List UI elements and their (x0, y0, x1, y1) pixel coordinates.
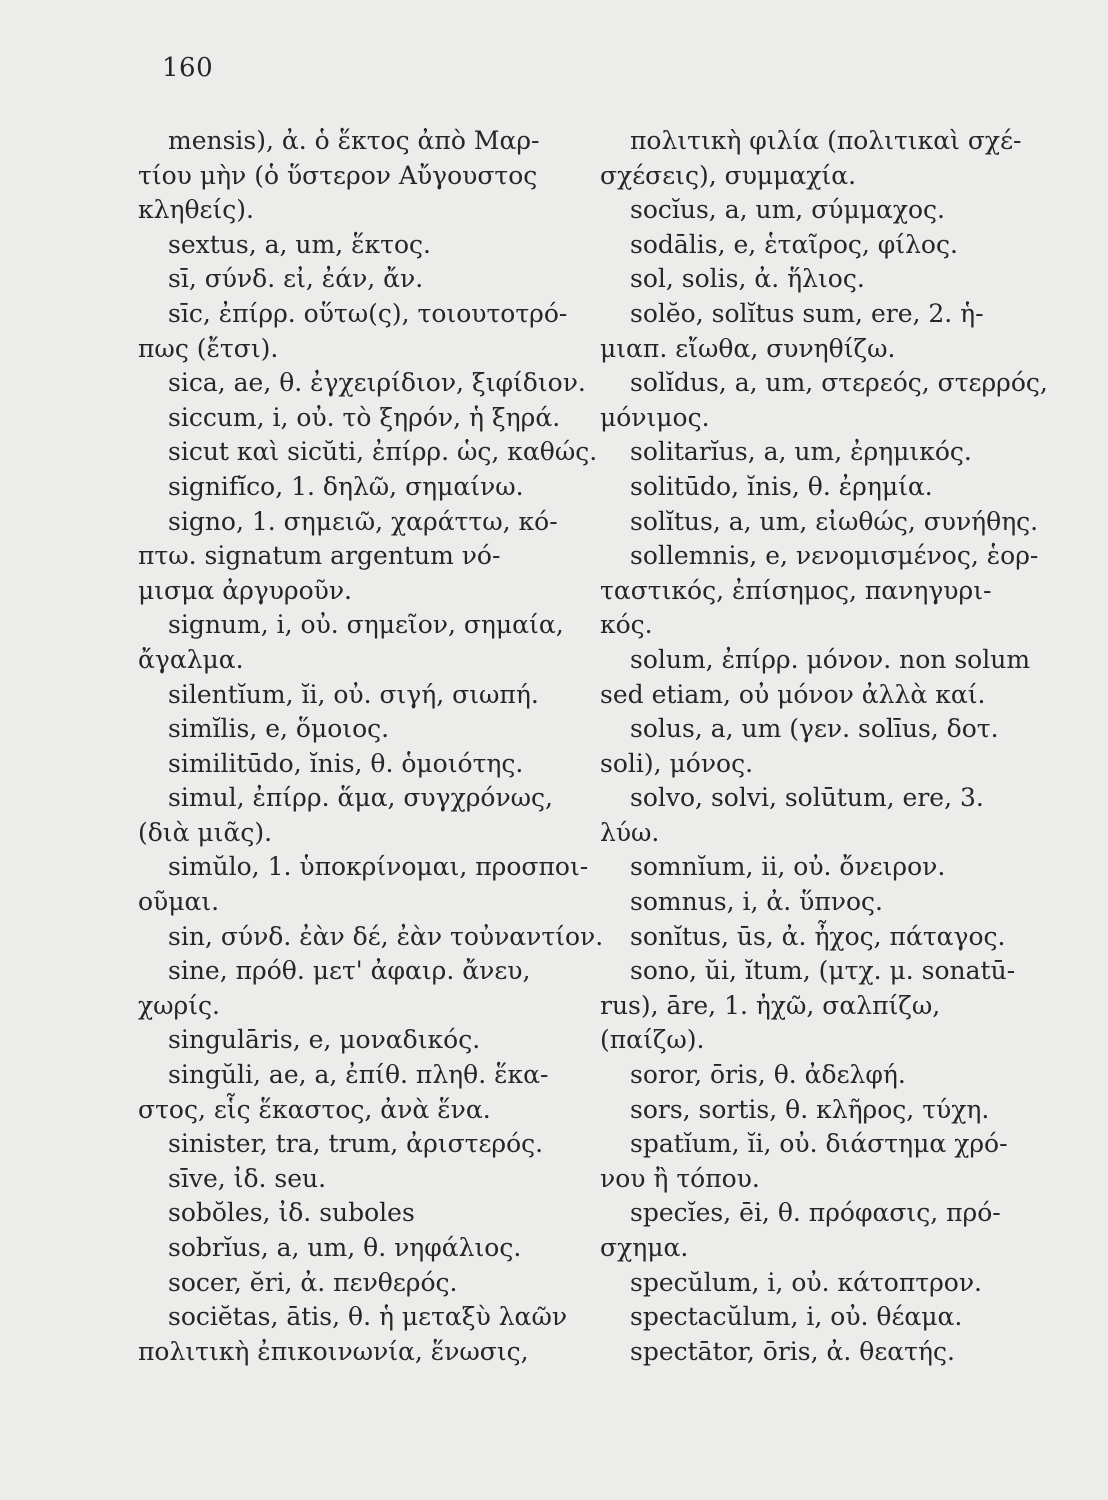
entry-line: silentĭum, ĭi, οὐ. σιγή, σιωπή. (168, 679, 539, 709)
entry-line: sors, sortis, θ. κλῆρος, τύχη. (630, 1094, 990, 1124)
dictionary-entry (138, 1058, 588, 1127)
entry-line: sinister, tra, trum, ἀριστερός. (168, 1129, 544, 1159)
entry-line: sextus, a, um, ἕκτος. (168, 229, 431, 259)
entry-line: similitūdo, ĭnis, θ. ὁμοιότης. (168, 748, 524, 778)
dictionary-entry (600, 920, 1040, 955)
dictionary-entry (138, 1196, 588, 1231)
entry-line: specĭes, ēi, θ. πρόφασις, πρό- (630, 1198, 1001, 1228)
entry-line: χωρίς. (138, 990, 220, 1020)
entry-line: simĭlis, e, ὅμοιος. (168, 714, 390, 744)
entry-line: simul, ἐπίρρ. ἅμα, συγχρόνως, (168, 783, 553, 813)
entry-line: solitarĭus, a, um, ἐρημικός. (630, 437, 972, 467)
dictionary-entry (138, 366, 588, 401)
entry-line: sicut καὶ sicŭti, ἐπίρρ. ὡς, καθώς. (168, 437, 598, 467)
entry-line: somnus, i, ἀ. ὕπνος. (630, 887, 884, 917)
entry-line: simŭlo, 1. ὑποκρίνομαι, προσποι- (168, 852, 589, 882)
entry-line: πολιτικὴ φιλία (πολιτικαὶ σχέ- (630, 126, 1022, 155)
entry-line: σχημα. (600, 1233, 689, 1262)
dictionary-entry (138, 262, 588, 297)
dictionary-entry (138, 1266, 588, 1301)
entry-line: ἄγαλμα. (138, 644, 244, 674)
entry-line: soli), μόνος. (600, 748, 754, 778)
dictionary-entry (600, 539, 1040, 643)
dictionary-entry (600, 297, 1040, 366)
dictionary-entry (600, 228, 1040, 263)
entry-line: ταστικός, ἐπίσημος, πανηγυρι- (600, 575, 992, 605)
dictionary-entry (600, 643, 1040, 712)
entry-line: sonĭtus, ūs, ἀ. ἦχος, πάταγος. (630, 921, 1006, 951)
entry-line: spatĭum, ĭi, οὐ. διάστημα χρό- (630, 1129, 1008, 1159)
entry-line: sed etiam, οὐ μόνον ἀλλὰ καί. (600, 679, 986, 709)
entry-line: spectacŭlum, i, οὐ. θέαμα. (630, 1302, 963, 1332)
entry-line: signum, i, οὐ. σημεῖον, σημαία, (168, 610, 564, 640)
dictionary-entry (600, 366, 1048, 435)
dictionary-entry (600, 1093, 1040, 1128)
dictionary-entry (138, 505, 588, 609)
entry-line: οῦμαι. (138, 887, 220, 917)
dictionary-entry (138, 1231, 588, 1266)
entry-line: specŭlum, i, οὐ. κάτοπτρον. (630, 1267, 983, 1297)
entry-line: mensis), ἀ. ὁ ἕκτος ἀπὸ Μαρ- (168, 126, 540, 155)
entry-line: (διὰ μιᾶς). (138, 817, 273, 847)
entry-line: sollemnis, e, νενομισμένος, ἑορ- (630, 541, 1039, 571)
entry-line: μόνιμος. (600, 402, 710, 432)
entry-line: singulāris, e, μοναδικός. (168, 1025, 481, 1055)
entry-line: solus, a, um (γεν. solīus, δοτ. (630, 714, 999, 744)
entry-line: soror, ōris, θ. ἀδελφή. (630, 1060, 906, 1090)
dictionary-entry (600, 262, 1040, 297)
dictionary-entry (138, 1127, 588, 1162)
dictionary-entry (600, 1196, 1040, 1265)
entry-line: solum, ἐπίρρ. μόνον. non solum (630, 644, 1031, 674)
dictionary-entry (138, 678, 588, 713)
dictionary-entry (138, 1300, 588, 1369)
entry-line: solĕo, solĭtus sum, ere, 2. ἡ- (630, 298, 984, 328)
dictionary-entry (138, 470, 588, 505)
entry-line: στος, εἷς ἕκαστος, ἀνὰ ἕνα. (138, 1094, 491, 1124)
entry-line: πως (ἔτσι). (138, 333, 279, 363)
entry-line: κός. (600, 610, 653, 640)
entry-line: τίου μὴν (ὁ ὕστερον Αὔγουστος (138, 160, 538, 190)
entry-line: sin, σύνδ. ἐὰν δέ, ἐὰν τοὐναντίον. (168, 921, 604, 951)
dictionary-entry (138, 1023, 588, 1058)
dictionary-entry (600, 954, 1040, 1058)
entry-line: sodālis, e, ἑταῖρος, φίλος. (630, 229, 958, 259)
dictionary-entry (138, 297, 588, 366)
entry-line: rus), āre, 1. ἠχῶ, σαλπίζω, (600, 990, 941, 1020)
entry-line: κληθείς). (138, 195, 254, 225)
dictionary-entry (138, 712, 588, 747)
dictionary-entry (600, 1058, 1040, 1093)
entry-line: λύω. (600, 817, 660, 847)
dictionary-entry (600, 505, 1040, 540)
entry-line: solĭdus, a, um, στερεός, στερρός, (630, 368, 1048, 398)
dictionary-entry (600, 1127, 1040, 1196)
entry-line: νου ἢ τόπου. (600, 1163, 760, 1193)
dictionary-entry (138, 124, 588, 228)
entry-line: solvo, solvi, solūtum, ere, 3. (630, 783, 984, 813)
entry-line: sī, σύνδ. εἰ, ἐάν, ἄν. (168, 264, 424, 294)
dictionary-entry (138, 401, 588, 436)
dictionary-entry (600, 470, 1040, 505)
dictionary-entry (138, 954, 588, 1023)
dictionary-entry (600, 193, 1040, 228)
entry-line: solĭtus, a, um, εἰωθώς, συνήθης. (630, 506, 1039, 536)
dictionary-entry (600, 885, 1040, 920)
dictionary-entry (600, 712, 1040, 781)
entry-line: signo, 1. σημειῶ, χαράττω, κό- (168, 506, 558, 536)
entry-line: solitūdo, ĭnis, θ. ἐρημία. (630, 471, 933, 501)
entry-line: somnĭum, ii, οὐ. ὄνειρον. (630, 852, 946, 882)
entry-line: (παίζω). (600, 1025, 705, 1055)
entry-line: signifĭco, 1. δηλῶ, σημαίνω. (168, 471, 524, 501)
entry-line: sīve, ἰδ. seu. (168, 1163, 327, 1193)
entry-line: πολιτικὴ ἐπικοινωνία, ἕνωσις, (138, 1336, 529, 1366)
dictionary-entry (138, 781, 588, 850)
dictionary-entry (138, 747, 588, 782)
dictionary-entry (138, 228, 588, 263)
dictionary-entry (138, 1162, 588, 1197)
entry-line: μισμα ἀργυροῦν. (138, 575, 353, 605)
dictionary-entry (600, 1335, 1040, 1370)
entry-line: sobŏles, ἰδ. suboles (168, 1198, 415, 1228)
dictionary-entry (138, 850, 588, 919)
dictionary-entry (138, 608, 588, 677)
entry-line: singŭli, ae, a, ἐπίθ. πληθ. ἕκα- (168, 1060, 549, 1090)
entry-line: socĭus, a, um, σύμμαχος. (630, 195, 945, 225)
dictionary-entry (600, 435, 1040, 470)
page-number: 160 (162, 53, 214, 83)
entry-line: siccum, i, οὐ. τὸ ξηρόν, ἡ ξηρά. (168, 402, 561, 432)
entry-line: spectātor, ōris, ἀ. θεατής. (630, 1336, 955, 1366)
entry-line: sono, ŭi, ĭtum, (μτχ. μ. sonatū- (630, 956, 1016, 986)
dictionary-entry (600, 781, 1040, 850)
entry-line: sol, solis, ἀ. ἥλιος. (630, 264, 865, 294)
dictionary-entry (600, 124, 1040, 193)
entry-line: sociĕtas, ātis, θ. ἡ μεταξὺ λαῶν (168, 1302, 568, 1332)
dictionary-entry (138, 435, 598, 470)
entry-line: μιαπ. εἴωθα, συνηθίζω. (600, 333, 896, 363)
dictionary-entry (600, 850, 1040, 885)
dictionary-entry (600, 1300, 1040, 1335)
entry-line: σχέσεις), συμμαχία. (600, 160, 857, 190)
left-column (138, 124, 604, 1369)
right-column (600, 124, 1048, 1369)
entry-line: sica, ae, θ. ἐγχειρίδιον, ξιφίδιον. (168, 368, 586, 398)
entry-line: sīc, ἐπίρρ. οὕτω(ς), τοιουτοτρό- (168, 298, 568, 328)
dictionary-entry (600, 1266, 1040, 1301)
entry-line: sobrĭus, a, um, θ. νηφάλιος. (168, 1233, 522, 1262)
entry-line: πτω. signatum argentum νό- (138, 541, 501, 571)
dictionary-entry (138, 920, 604, 955)
entry-line: sine, πρόθ. μετ' ἀφαιρ. ἄνευ, (168, 956, 531, 986)
entry-line: socer, ĕri, ἀ. πενθερός. (168, 1267, 458, 1297)
